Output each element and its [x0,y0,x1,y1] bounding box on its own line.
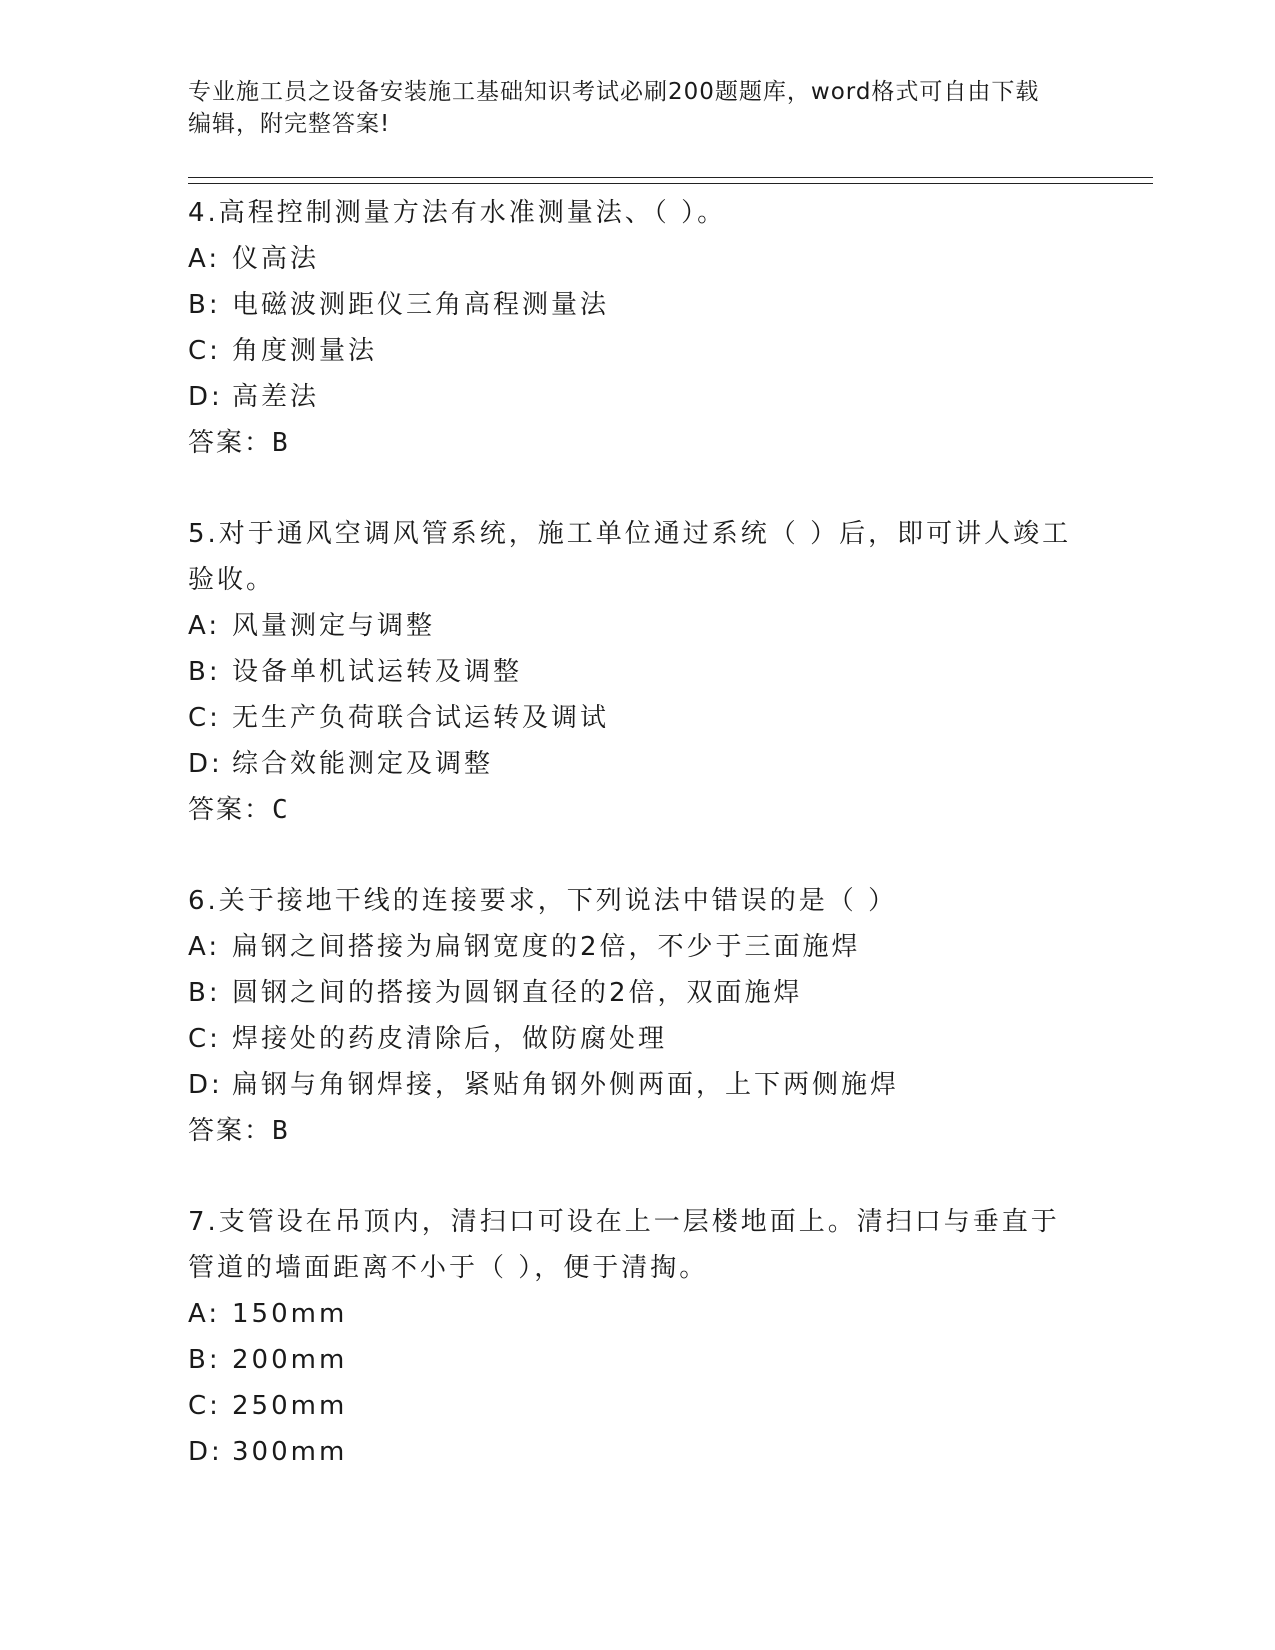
option-d [188,1062,1088,1108]
option-text: 风量测定与调整 [232,611,436,641]
option-text: 扁钢之间搭接为扁钢宽度的2倍，不少于三面施焊 [232,932,861,962]
option-letter: A: [188,611,221,641]
option-letter: D: [188,1437,223,1467]
option-letter: B: [188,657,221,687]
option-text: 150mm [232,1299,348,1329]
option-b [188,649,1088,695]
option-letter: B: [188,978,221,1008]
option-c [188,328,1088,374]
option-text: 电磁波测距仪三角高程测量法 [232,290,610,320]
answer-label: 答案： [188,1116,273,1146]
option-text: 高差法 [232,382,320,412]
header-divider-top [188,177,1153,178]
option-a [188,1291,1088,1337]
option-a [188,603,1088,649]
option-letter: A: [188,1299,221,1329]
option-text: 200mm [232,1345,348,1375]
question-7 [188,1199,1088,1475]
option-text: 设备单机试运转及调整 [232,657,523,687]
question-stem: 5.对于通风空调风管系统，施工单位通过系统（ ）后，即可讲人竣工验收。 [188,519,1072,595]
option-letter: C: [188,1024,221,1054]
question-list [188,190,1088,1520]
option-letter: C: [188,703,221,733]
option-b [188,1337,1088,1383]
answer-line [188,420,1088,466]
option-letter: D: [188,749,223,779]
option-text: 综合效能测定及调整 [232,749,494,779]
answer-key: C [272,795,290,825]
answer-label: 答案： [188,428,273,458]
option-letter: B: [188,1345,221,1375]
option-c [188,1016,1088,1062]
option-c [188,1383,1088,1429]
header-divider-bottom [188,183,1153,184]
answer-key: B [272,1116,290,1146]
question-5 [188,511,1088,833]
answer-key: B [272,428,290,458]
header-line-2: 编辑，附完整答案! [188,111,391,137]
question-stem: 4.高程控制测量方法有水准测量法、（ ）。 [188,198,727,228]
option-text: 仪高法 [232,244,320,274]
option-letter: C: [188,1391,221,1421]
document-header [188,76,1088,140]
option-letter: C: [188,336,221,366]
option-text: 300mm [232,1437,348,1467]
answer-line [188,1108,1088,1154]
option-c [188,695,1088,741]
option-text: 250mm [232,1391,348,1421]
option-a [188,236,1088,282]
option-text: 圆钢之间的搭接为圆钢直径的2倍，双面施焊 [232,978,803,1008]
option-a [188,924,1088,970]
option-d [188,374,1088,420]
option-text: 扁钢与角钢焊接，紧贴角钢外侧两面，上下两侧施焊 [232,1070,900,1100]
question-stem: 7.支管设在吊顶内，清扫口可设在上一层楼地面上。清扫口与垂直于管道的墙面距离不小于（ ），便于清掏。 [188,1207,1060,1283]
question-stem: 6.关于接地干线的连接要求，下列说法中错误的是（ ） [188,886,898,916]
header-line-1: 专业施工员之设备安装施工基础知识考试必刷200题题库，word格式可自由下载 [188,79,1040,105]
option-letter: A: [188,244,221,274]
answer-line [188,787,1088,833]
answer-label: 答案： [188,795,273,825]
option-b [188,970,1088,1016]
option-d [188,1429,1088,1475]
option-text: 焊接处的药皮清除后，做防腐处理 [232,1024,668,1054]
option-text: 无生产负荷联合试运转及调试 [232,703,610,733]
option-d [188,741,1088,787]
option-text: 角度测量法 [232,336,378,366]
option-letter: A: [188,932,221,962]
question-4 [188,190,1088,466]
question-6 [188,878,1088,1154]
option-letter: B: [188,290,221,320]
option-letter: D: [188,382,223,412]
option-b [188,282,1088,328]
option-letter: D: [188,1070,223,1100]
